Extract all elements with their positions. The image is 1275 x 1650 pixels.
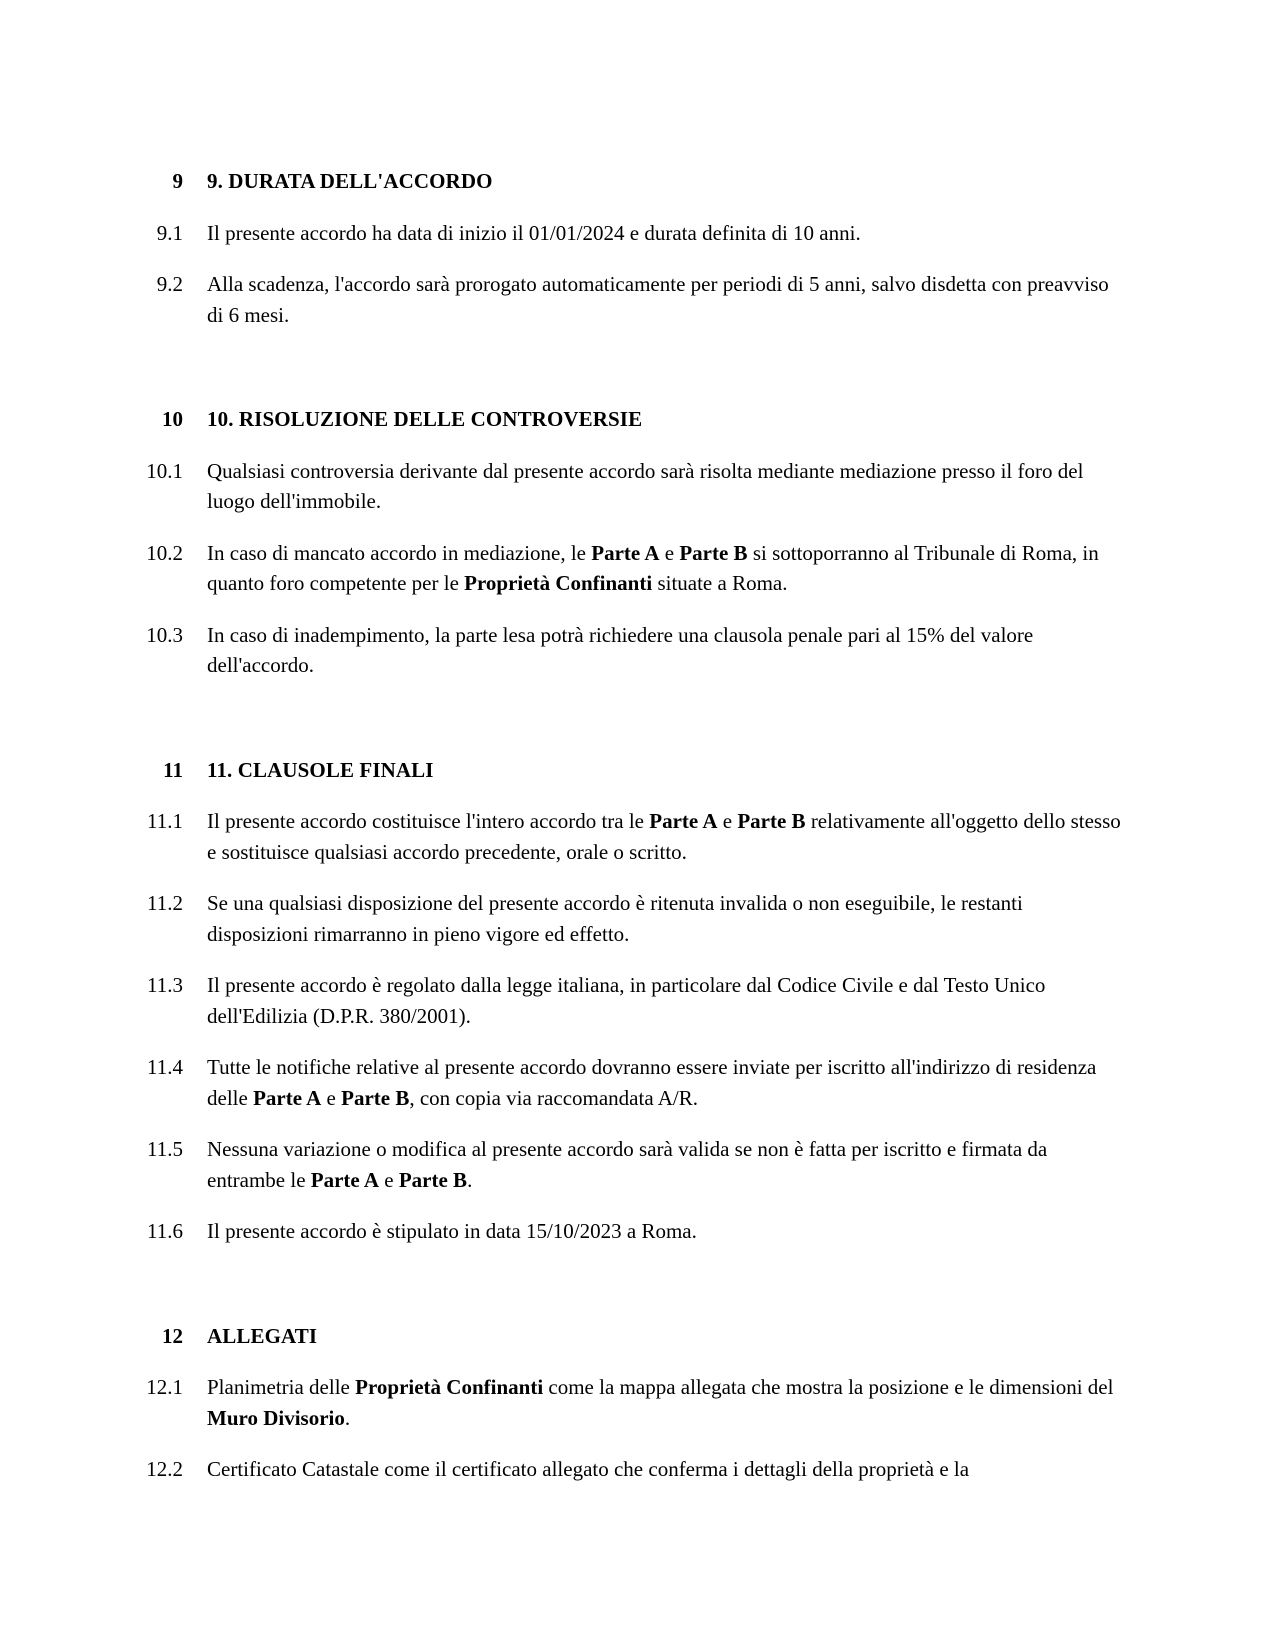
bold-text-segment: Parte B bbox=[679, 540, 748, 565]
text-segment: e bbox=[659, 540, 680, 565]
clause-number: 11.2 bbox=[147, 891, 183, 915]
clause-row bbox=[0, 218, 1275, 249]
section-heading-row bbox=[0, 1321, 1275, 1352]
text-segment: Se una qualsiasi disposizione del presente accordo è ritenuta invalida o non eseguibile, le restanti disposizioni rimarranno in pieno vigore ed effetto. bbox=[207, 891, 1023, 946]
clause-number: 11.3 bbox=[147, 973, 183, 997]
clause-number: 9.2 bbox=[156, 272, 183, 296]
text-segment: Qualsiasi controversia derivante dal presente accordo sarà risolta mediante mediazione presso il foro del luogo dell'immobile. bbox=[207, 458, 1084, 513]
text-segment: . bbox=[467, 1167, 473, 1192]
bold-text-segment: Proprietà Confinanti bbox=[464, 571, 653, 595]
section-heading-row bbox=[0, 166, 1275, 197]
clause-number: 11.1 bbox=[147, 809, 183, 833]
clause-number: 12.1 bbox=[146, 1375, 183, 1399]
clause-text bbox=[207, 1216, 1124, 1247]
text-segment: , con copia via raccomandata A/R. bbox=[409, 1085, 698, 1110]
bold-text-segment: Parte A bbox=[649, 809, 718, 833]
clause-number: 11.5 bbox=[147, 1137, 183, 1161]
section-heading-row bbox=[0, 404, 1275, 435]
text-segment: relativamente all'oggetto dello stesso e sostituisce qualsiasi accordo precedente, orale o scritto. bbox=[207, 809, 1121, 864]
clause-row bbox=[0, 456, 1275, 517]
section bbox=[0, 166, 1275, 330]
clause-number: 10.1 bbox=[146, 458, 183, 483]
clause-row bbox=[0, 269, 1275, 330]
clause-number: 9.1 bbox=[156, 220, 183, 245]
bold-text-segment: Parte A bbox=[310, 1167, 380, 1192]
clause-row bbox=[0, 1134, 1275, 1195]
text-segment: e bbox=[379, 1167, 399, 1192]
section-heading: 9. DURATA DELL'ACCORDO bbox=[207, 169, 493, 193]
clause-number: 12.2 bbox=[146, 1457, 183, 1481]
clause-row bbox=[0, 970, 1275, 1031]
text-segment: e bbox=[717, 809, 738, 833]
bold-text-segment: Parte A bbox=[253, 1085, 322, 1110]
text-segment: situate a Roma. bbox=[652, 571, 788, 595]
text-segment: e bbox=[321, 1085, 342, 1110]
text-segment: Il presente accordo è stipulato in data 15/10/2023 a Roma. bbox=[207, 1219, 697, 1243]
bold-text-segment: Parte B bbox=[737, 809, 806, 833]
clause-text bbox=[207, 1134, 1124, 1195]
clause-text bbox=[207, 1052, 1124, 1113]
section-heading: 10. RISOLUZIONE DELLE CONTROVERSIE bbox=[207, 407, 643, 431]
clause-row bbox=[0, 538, 1275, 599]
clause-text bbox=[207, 269, 1124, 330]
text-segment: Tutte le notifiche relative al presente accordo dovranno essere inviate per iscritto all'indirizzo di residenza delle bbox=[207, 1055, 1097, 1110]
clause-row bbox=[0, 888, 1275, 949]
section-heading: ALLEGATI bbox=[207, 1323, 318, 1348]
section bbox=[0, 1321, 1275, 1485]
section bbox=[0, 404, 1275, 681]
section-number: 9 bbox=[172, 169, 183, 193]
clause-row bbox=[0, 806, 1275, 867]
text-segment: In caso di mancato accordo in mediazione, le bbox=[207, 540, 592, 565]
clause-row bbox=[0, 1454, 1275, 1485]
clause-row bbox=[0, 1216, 1275, 1247]
clause-text bbox=[207, 888, 1124, 949]
clause-text bbox=[207, 620, 1124, 681]
text-segment: Il presente accordo costituisce l'intero accordo tra le bbox=[207, 809, 650, 833]
bold-text-segment: Parte A bbox=[591, 540, 660, 565]
text-segment: . bbox=[344, 1405, 351, 1430]
text-segment: Alla scadenza, l'accordo sarà prorogato automaticamente per periodi di 5 anni, salvo disdetta con preavviso di 6 mesi. bbox=[207, 272, 1109, 327]
clause-row bbox=[0, 620, 1275, 681]
clause-number: 11.6 bbox=[147, 1219, 183, 1243]
clause-text bbox=[207, 456, 1124, 517]
clause-row bbox=[0, 1372, 1275, 1433]
section-heading: 11. CLAUSOLE FINALI bbox=[207, 757, 434, 782]
text-segment: Nessuna variazione o modifica al presente accordo sarà valida se non è fatta per iscritto e firmata da entrambe le bbox=[207, 1137, 1048, 1192]
text-segment: Certificato Catastale come il certificato allegato che conferma i dettagli della proprietà e la bbox=[207, 1457, 970, 1481]
bold-text-segment: Muro Divisorio bbox=[207, 1405, 345, 1430]
bold-text-segment: Proprietà Confinanti bbox=[355, 1375, 544, 1399]
clause-text bbox=[207, 970, 1124, 1031]
clause-row bbox=[0, 1052, 1275, 1113]
clause-text bbox=[207, 218, 1124, 249]
clause-text bbox=[207, 1454, 1124, 1485]
section-number: 10 bbox=[162, 407, 183, 431]
clause-text bbox=[207, 538, 1124, 599]
text-segment: come la mappa allegata che mostra la posizione e le dimensioni del bbox=[543, 1375, 1114, 1399]
bold-text-segment: Parte B bbox=[398, 1167, 468, 1192]
section-number: 12 bbox=[162, 1323, 183, 1348]
clause-text bbox=[207, 1372, 1124, 1433]
text-segment: Planimetria delle bbox=[207, 1375, 356, 1399]
section-number: 11 bbox=[163, 757, 183, 782]
text-segment: In caso di inadempimento, la parte lesa potrà richiedere una clausola penale pari al 15% del valore dell'accordo. bbox=[207, 622, 1034, 677]
clause-number: 10.3 bbox=[146, 622, 183, 647]
section bbox=[0, 755, 1275, 1247]
text-segment: si sottoporranno al Tribunale di Roma, in quanto foro competente per le bbox=[207, 540, 1099, 595]
document-body bbox=[0, 166, 1275, 1485]
clause-text bbox=[207, 806, 1124, 867]
section-heading-row bbox=[0, 755, 1275, 786]
text-segment: Il presente accordo è regolato dalla legge italiana, in particolare dal Codice Civile e dal Testo Unico dell'Edilizia (D.P.R. 380/2001). bbox=[207, 973, 1046, 1028]
bold-text-segment: Parte B bbox=[341, 1085, 410, 1110]
clause-number: 11.4 bbox=[147, 1055, 183, 1079]
text-segment: Il presente accordo ha data di inizio il 01/01/2024 e durata definita di 10 anni. bbox=[207, 220, 861, 245]
clause-number: 10.2 bbox=[146, 540, 183, 565]
